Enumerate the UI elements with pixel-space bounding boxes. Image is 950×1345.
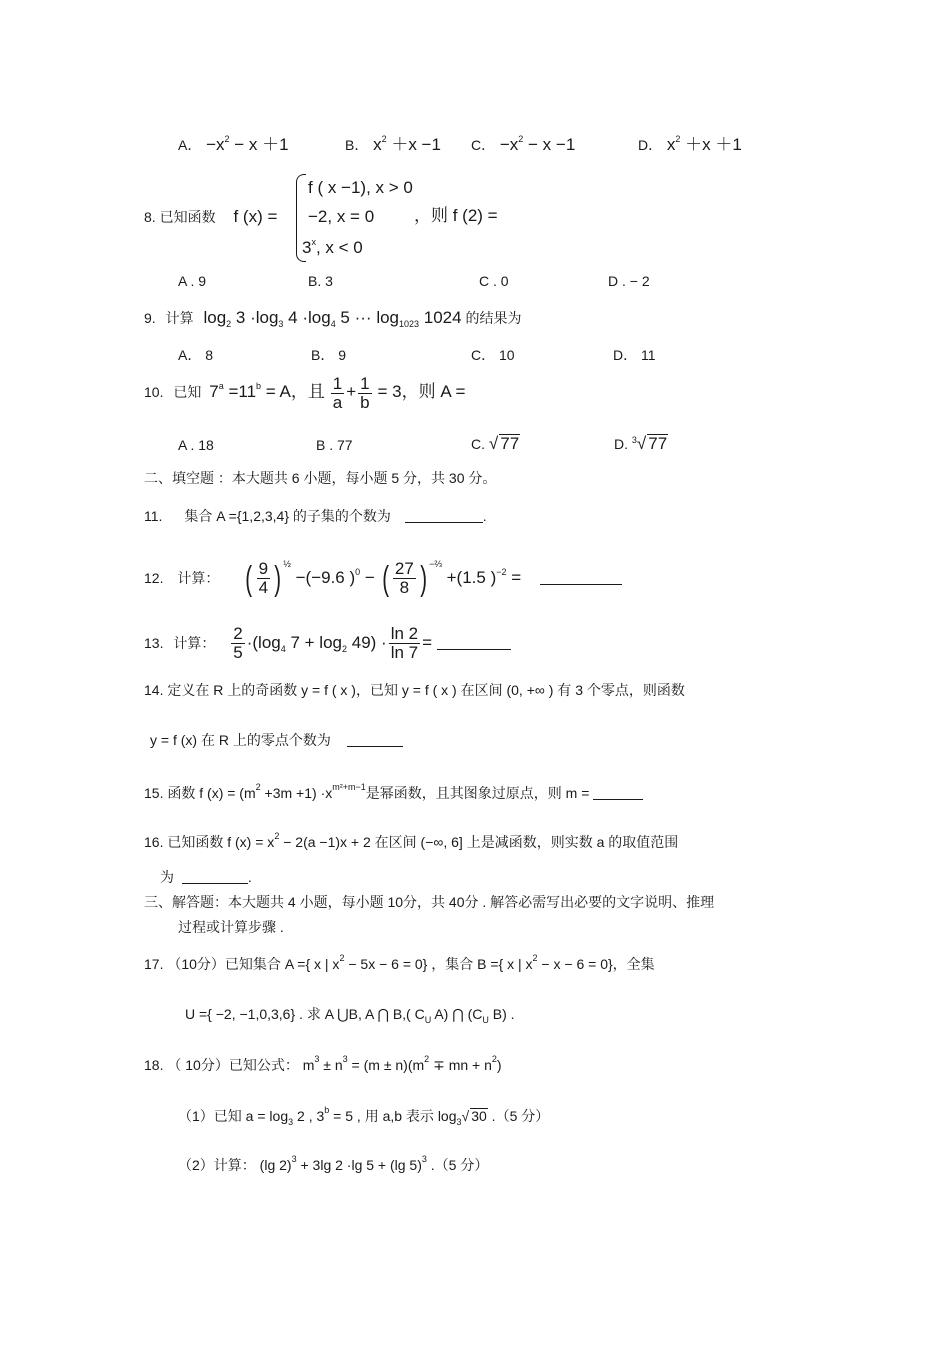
piecewise-case-3 (302, 239, 363, 256)
q7-option-d (638, 136, 742, 153)
q9-option-c: C． 10 (471, 347, 515, 363)
fraction: $\frac{1}{b}$ (360, 373, 370, 412)
q18-part-1: （1）已知 $a = \log_3 2$ , $3^b = 5$ , 用 a,b 表示 $\log_3√$ 30 .（5 分） (178, 1105, 550, 1127)
q8-option-c: C . 0 (479, 273, 509, 289)
option-label: A． (178, 137, 202, 153)
expression: ( $\frac{9}{4}$ ) $^{\frac{1}{2}}$ −(−9.6 )$^0$ − ( $\frac{27}{8}$ ) $^{-\frac{2}{3}}$ +(1.5 )$^{-2}$ = (245, 559, 522, 598)
q13 (144, 618, 511, 670)
piecewise-case-1: f ( x −1), x > 0 (308, 178, 413, 197)
answer-blank (437, 649, 511, 650)
question-text: 已知函数 (159, 209, 216, 225)
exponent: 2 (675, 134, 681, 144)
q7-option-a (178, 136, 289, 153)
q10-option-c: C. √ 77 (471, 434, 520, 453)
answer-blank (540, 584, 622, 585)
q16-line-2: 为 . (160, 869, 252, 885)
q8-stem (144, 208, 277, 225)
question-number: 13. (144, 635, 164, 651)
expr: x (666, 135, 676, 154)
section-heading-cont: 过程或计算步骤 . (178, 919, 284, 935)
q8-option-d: D . − 2 (608, 273, 650, 289)
q8-ask: ，则 f (2) = (414, 206, 498, 225)
expr: ＋x ＋1 (680, 135, 742, 154)
question-text: 集合 A ={1,2,3,4} 的子集的个数为 (184, 508, 391, 524)
equation: = 3，则 A = (377, 382, 466, 401)
exponent: 2 (224, 134, 230, 144)
option-label: B． (345, 137, 369, 153)
q10-option-d: D. $^3$√ 77 (614, 434, 668, 453)
question-text: 计算 (165, 310, 194, 326)
question-text: 已知 (173, 384, 202, 400)
answer-blank (593, 799, 643, 800)
function-expr: f (x) = (233, 207, 278, 226)
q18-part-2: （2）计算： (lg 2)$^3$ + 3lg 2 ·lg 5 + (lg 5)$^3$ .（5 分） (178, 1154, 489, 1173)
question-number: 8. (144, 209, 156, 225)
section-heading: 三、解答题：本大题共 4 小题，每小题 10分，共 40分 . 解答必需写出必要的文字说明、推理 (144, 894, 715, 910)
answer-blank (182, 883, 248, 884)
equation: $7^a =11^b = A$，且 (209, 381, 325, 401)
expr: − x −1 (523, 135, 576, 154)
expr: x (373, 135, 382, 154)
q7-option-b (345, 136, 441, 153)
exponent: 2 (381, 134, 387, 144)
question-number: 10. (144, 384, 164, 400)
expr: − x ＋1 (229, 135, 289, 154)
q9-option-b: B． 9 (311, 347, 347, 363)
q14-line-1: 14. 定义在 R 上的奇函数 y = f ( x )，已知 y = f ( x ) 在区间 (0, +∞ ) 有 3 个零点，则函数 (144, 682, 685, 698)
q7-option-c (471, 136, 575, 153)
q18-stem: 18. （ 10分）已知公式： $m^3 \pm n^3 = (m \pm n)(m^2$ ∓ mn + $n^2$) (144, 1054, 502, 1073)
section-heading: 二、填空题 ：本大题共 6 小题，每小题 5 分，共 30 分。 (144, 470, 497, 486)
question-number: 9. (144, 310, 156, 326)
q10-option-b: B . 77 (316, 437, 353, 453)
question-text: 的结果为 (465, 310, 522, 326)
base: 3 (302, 238, 312, 257)
question-text: 计算： (173, 635, 216, 651)
answer-blank (347, 746, 403, 747)
fraction: $\frac{1}{a}$ (332, 373, 343, 412)
expr: −x (499, 135, 519, 154)
q10-option-a: A . 18 (178, 437, 214, 453)
exponent: 2 (518, 134, 524, 144)
question-number: 12. (144, 570, 164, 586)
q9-option-a: A． 8 (178, 347, 214, 363)
q14-line-2: y = f (x) 在 R 上的零点个数为 (150, 733, 403, 747)
answer-blank (405, 522, 483, 523)
expr: ＋x −1 (386, 135, 441, 154)
q11: 11. 集合 A ={1,2,3,4} 的子集的个数为 . (144, 508, 487, 524)
q10-stem: 10. 已知 $7^a =11^b = A$，且 $\frac{1}{a}$ + $\frac{1}{b}$ = 3，则 A = (144, 373, 466, 412)
q17-line-1: 17. （10分）已知集合 A ={ x | $x^2 - 5x - 6 = 0$} ，集合 B ={ x | $x^2 - x - 6 = 0$}，全集 (144, 953, 655, 972)
exponent: x (311, 237, 316, 247)
q9-stem (144, 308, 522, 329)
q15: 15. 函数 f $(x) = (m^2 +3m +1) \cdot x^{m^2+m-1}$是幂函数，且其图象过原点，则 m = (144, 786, 643, 800)
condition: , x < 0 (315, 238, 363, 257)
log-product: $\log_2 3 \cdot\log_3$ $4 \cdot\log_4$ 5 ··· $\log_{1023} 1024$ (203, 308, 462, 329)
q16-line-1: 16. 已知函数 f $(x) = x^2 - 2(a -1)x + 2$ 在区间 (−∞, 6] 上是减函数，则实数 a 的取值范围 (144, 831, 679, 850)
option-label: D． (638, 137, 663, 153)
q9-option-d: D． 11 (613, 347, 656, 363)
q8-option-b: B. 3 (308, 273, 333, 289)
question-number: 15. (144, 785, 164, 801)
expression: $\frac{2}{5}$ $\cdot(\log_4$ $7 + \log_2 49$) · $\frac{\ln 2}{\ln 7}$ = (233, 624, 433, 663)
piecewise-case-2: −2, x = 0 (308, 207, 375, 226)
question-text: 计算： (177, 570, 220, 586)
question-number: 11. (144, 508, 163, 524)
q8-option-a: A . 9 (178, 273, 207, 289)
option-label: C． (471, 137, 496, 153)
q17-line-2: U ={ −2, −1,0,3,6} . 求 A ⋃B, A ⋂ B,( $C_U$ A) ⋂ ($C_U$ B) . (185, 1006, 515, 1025)
q12 (144, 552, 622, 606)
expr: −x (206, 135, 225, 154)
